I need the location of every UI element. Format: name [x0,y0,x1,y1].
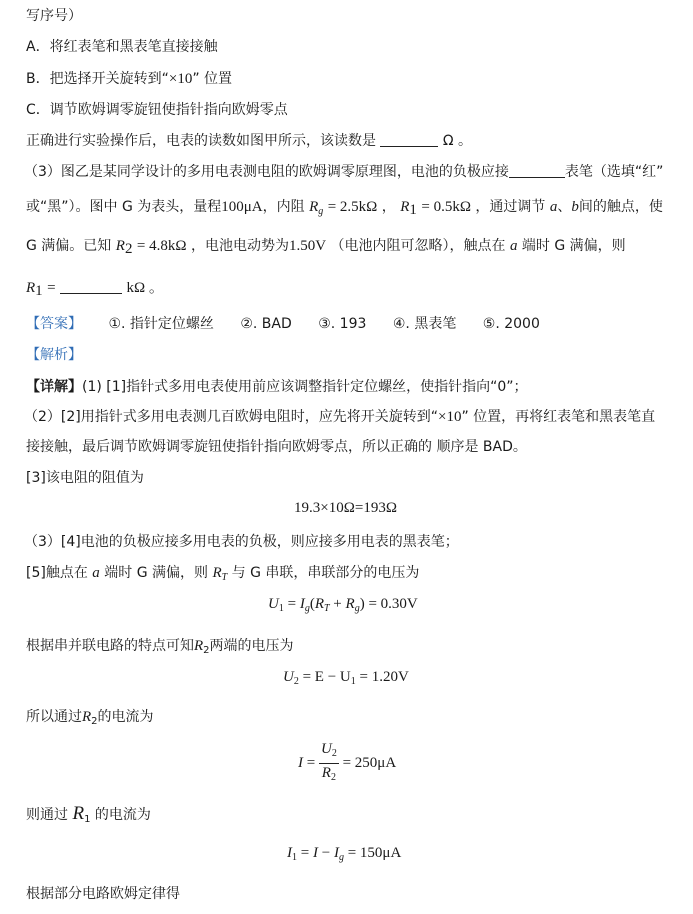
detail-text: ” 位置，再将红表笔和黑表笔直 [461,409,656,425]
symbol-i: I [287,845,292,861]
detail-text: (1) [1]指针式多用电表使用前应该调整指针定位螺丝，使指针指向“0”； [82,379,528,395]
detail-line-10: 根据部分电路欧姆定律得 [26,886,180,902]
q3-r2: = 4.8kΩ [136,238,187,254]
symbol-r: R [400,199,410,215]
subscript-g: g [304,603,310,614]
q3-line-4 [26,278,164,301]
subscript-2: 2 [330,772,336,783]
answer-item-4: ④. 黑表笔 [392,316,457,332]
option-b-post: ” 位置 [192,71,233,87]
reading-question [26,131,472,151]
q3-text: 或“黑”）。图中 G 为表头，量程 [26,199,222,215]
detail-line-7 [26,636,294,661]
q3-emf: 1.50V [288,238,327,254]
detail-text: 则通过 [26,807,68,823]
detail-line-9 [26,804,151,830]
equation-result: = 0.30V [368,596,418,612]
subscript-1: 1 [350,676,356,687]
subscript-1: 1 [84,814,91,825]
subscript-2: 2 [293,676,299,687]
symbol-i: I [299,596,305,612]
subscript-2: 2 [331,748,337,759]
symbol-r: R [212,565,222,581]
equals: = [287,596,297,612]
q3-text: ，内阻 [262,199,305,215]
reading-post: Ω 。 [442,133,473,149]
q3-line-2 [26,197,663,222]
point-b: b [571,199,579,215]
answer-item-3: ③. 193 [318,316,367,332]
detail-text: （2）[2]用指针式多用电表测几百欧姆电阻时，应先将开关旋转到“ [24,409,438,425]
detail-tag: 【详解】 [26,379,82,395]
paren: ) [359,596,365,612]
subscript-2: 2 [91,716,98,727]
subscript-g: g [354,603,360,614]
subscript-t: T [323,603,330,614]
subscript-1: 1 [278,603,284,614]
reading-pre: 正确进行实验操作后，电表的读数如图甲所示，该读数是 [26,133,376,149]
paren: ( [309,596,315,612]
subscript-2: 2 [124,241,133,257]
detail-line-5: （3）[4]电池的负极应接多用电表的负极，则应接多用电表的黑表笔； [24,534,459,550]
equation-5 [287,845,401,863]
analysis-tag [26,345,82,365]
q3-rg: = 2.5kΩ [327,199,378,215]
equation-body: = E − U [302,669,351,685]
fraction [319,740,339,787]
q3-line-1 [24,162,663,182]
symbol-i: I [298,754,303,771]
detail-line-6 [26,563,419,588]
equals: = [300,845,310,861]
subscript-1: 1 [292,852,297,863]
detail-text: 的电流为 [97,709,154,725]
q3-text: ，通过调节 [475,199,546,215]
fraction-denominator [319,764,339,787]
detail-value: ×10 [438,409,462,425]
detail-line-8 [26,707,154,732]
symbol-r: R [314,596,324,612]
q3-text: 、 [557,199,572,215]
subscript-g: g [338,852,344,863]
option-b-value: ×10 [168,71,193,87]
fraction-numerator [319,740,339,764]
symbol-r: R [194,638,204,654]
symbol-r: R [72,803,85,824]
point-a: a [509,238,518,254]
q3-text: （电池内阻可忽略），触点在 [330,238,506,254]
symbol-r: R [82,709,92,725]
equation-result: = 250μA [342,754,397,771]
symbol-i: I [312,845,318,861]
detail-text: 所以通过 [26,709,82,725]
symbol-u: U [283,669,294,685]
symbol-i: I [333,845,339,861]
plus: + [333,596,342,612]
option-a: A．将红表笔和黑表笔直接接触 [26,39,218,55]
answer-item-1: ①. 指针定位螺丝 [108,316,214,332]
equation-3 [283,669,409,687]
q3-line-3 [26,236,626,259]
answer-item-2: ②. BAD [240,316,292,332]
equals: = [306,754,316,771]
q3-range: 100μA [221,199,263,215]
answer-item-5: ⑤. 2000 [482,316,540,332]
subscript-2: 2 [203,645,210,656]
q3-text-a: （3）图乙是某同学设计的多用电表测电阻的欧姆调零原理图，电池的负极应接 [24,164,509,180]
detail-line-1 [26,377,528,397]
detail-line-4: [3]该电阻的阻值为 [26,470,144,486]
detail-text: 的电流为 [94,807,151,823]
analysis-tag-text: 【解析】 [26,347,82,363]
q3-text-b: 表笔（选填“红” [564,164,664,180]
q3-r: = 0.5kΩ [421,199,471,215]
answer-line [26,314,540,334]
q3-text: 间的触点，使 [578,199,663,215]
detail-text: 与 G 串联，串联部分的电压为 [231,565,420,581]
q3-text: ， [381,199,396,215]
equation-2 [268,596,418,614]
subscript-g: g [318,206,324,217]
detail-text: 根据串并联电路的特点可知 [26,638,194,654]
point-a: a [549,199,558,215]
q3-text: 端时 G 满偏，则 [521,238,626,254]
point-a: a [92,565,100,581]
minus: − [321,845,331,861]
answer-blank [380,132,438,147]
equation-result: = 150μA [347,845,402,861]
symbol-r: R [345,596,355,612]
equals: = [47,280,56,296]
option-c: C．调节欧姆调零旋钮使指针指向欧姆零点 [26,102,288,118]
text-line: 写序号） [26,8,82,24]
symbol-r: R [321,765,331,781]
symbol-u: U [268,596,279,612]
subscript-t: T [221,572,228,583]
equation-result: = 1.20V [359,669,409,685]
detail-text: [5]触点在 [26,565,88,581]
detail-line-3: 接接触，最后调节欧姆调零旋钮使指针指向欧姆零点，所以正确的 顺序是 BAD。 [26,439,527,455]
answer-blank [60,279,122,294]
symbol-r: R [115,238,125,254]
symbol-u: U [320,741,332,757]
equation-4 [298,740,396,787]
q3-text: G 满偏。已知 [26,238,112,254]
symbol-r: R [26,280,36,296]
answer-tag: 【答案】 [26,316,82,332]
detail-line-2 [24,407,655,427]
equation-1: 19.3×10Ω=193Ω [294,500,397,516]
answer-blank [509,163,565,178]
symbol-r: R [309,199,319,215]
q3-unit: kΩ 。 [126,280,164,296]
q3-text: ，电池电动势为 [190,238,289,254]
subscript-1: 1 [35,283,43,299]
detail-text: 端时 G 满偏，则 [104,565,208,581]
detail-text: 两端的电压为 [209,638,294,654]
subscript-1: 1 [409,202,417,218]
option-b [26,69,232,89]
option-b-pre: B．把选择开关旋转到“ [26,71,169,87]
